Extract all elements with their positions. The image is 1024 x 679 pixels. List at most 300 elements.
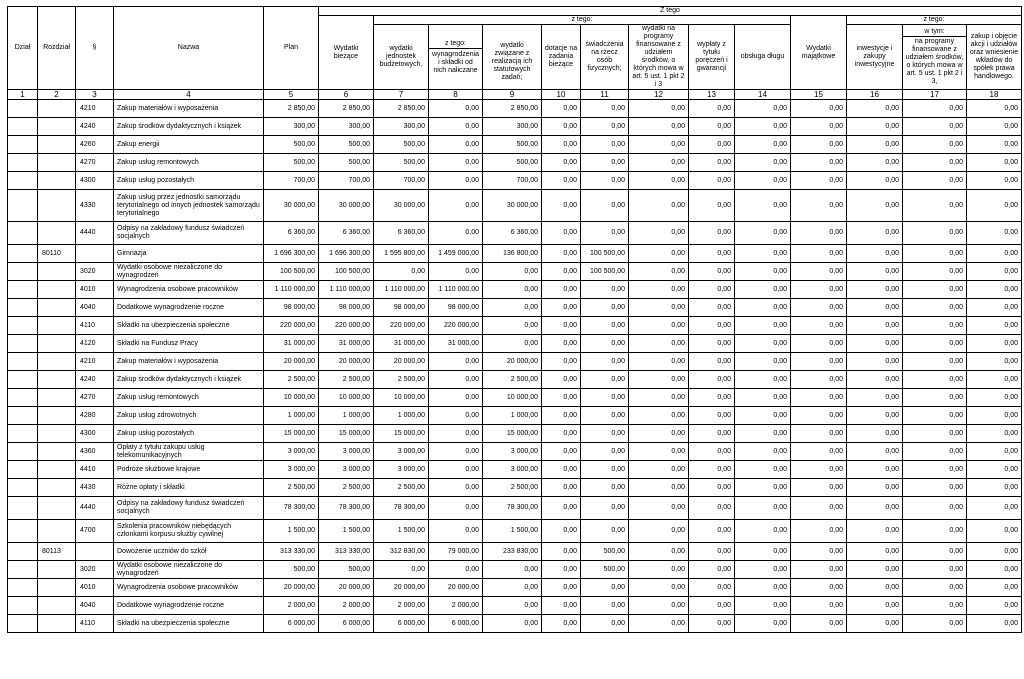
cell-value: 500,00 <box>374 154 429 172</box>
cell-rozdzial <box>38 561 76 579</box>
cell-value: 0,00 <box>847 461 903 479</box>
column-number: 13 <box>689 90 735 100</box>
cell-value: 0,00 <box>903 389 967 407</box>
cell-value: 0,00 <box>967 263 1022 281</box>
cell-value: 0,00 <box>791 245 847 263</box>
column-number: 15 <box>791 90 847 100</box>
header-wydatki-majatkowe: Wydatki majątkowe <box>791 16 847 90</box>
cell-nazwa: Zakup materiałów i wyposażenia <box>114 100 264 118</box>
cell-rozdzial <box>38 407 76 425</box>
column-number: 11 <box>581 90 629 100</box>
column-number: 8 <box>429 90 483 100</box>
cell-value: 500,00 <box>581 543 629 561</box>
cell-paragraf: 3020 <box>76 263 114 281</box>
cell-paragraf: 4270 <box>76 389 114 407</box>
cell-dzial <box>8 407 38 425</box>
cell-value: 3 000,00 <box>319 443 374 461</box>
cell-value: 300,00 <box>483 118 542 136</box>
cell-dzial <box>8 615 38 633</box>
cell-value: 2 500,00 <box>483 371 542 389</box>
cell-value: 1 000,00 <box>483 407 542 425</box>
cell-value: 6 000,00 <box>264 615 319 633</box>
cell-rozdzial <box>38 335 76 353</box>
cell-value: 30 000,00 <box>374 190 429 222</box>
cell-dzial <box>8 118 38 136</box>
cell-dzial <box>8 561 38 579</box>
cell-rozdzial: 80113 <box>38 543 76 561</box>
table-row <box>8 245 1022 263</box>
cell-paragraf: 4410 <box>76 461 114 479</box>
cell-value: 0,00 <box>542 520 581 543</box>
cell-dzial <box>8 154 38 172</box>
cell-value: 0,00 <box>581 222 629 245</box>
cell-value: 0,00 <box>542 461 581 479</box>
cell-value: 0,00 <box>903 371 967 389</box>
cell-value: 20 000,00 <box>264 353 319 371</box>
cell-nazwa: Odpisy na zakładowy fundusz świadczeń socjalnych <box>114 497 264 520</box>
column-number: 17 <box>903 90 967 100</box>
cell-rozdzial <box>38 353 76 371</box>
cell-value: 0,00 <box>847 154 903 172</box>
cell-dzial <box>8 190 38 222</box>
cell-value: 0,00 <box>903 597 967 615</box>
cell-value: 0,00 <box>791 520 847 543</box>
header-wydatki-statutowe <box>483 25 542 90</box>
cell-value: 0,00 <box>967 461 1022 479</box>
cell-value: 30 000,00 <box>483 190 542 222</box>
cell-value: 0,00 <box>581 461 629 479</box>
cell-value: 0,00 <box>903 281 967 299</box>
cell-value: 0,00 <box>967 281 1022 299</box>
cell-value: 0,00 <box>967 371 1022 389</box>
cell-value: 0,00 <box>629 172 689 190</box>
cell-value: 0,00 <box>735 190 791 222</box>
cell-value: 0,00 <box>791 100 847 118</box>
header-akcje: zakup i objęcie akcji i udziałów oraz wniesienie wkładów do spółek prawa handlowego. <box>967 25 1022 90</box>
table-row <box>8 520 1022 543</box>
cell-value: 0,00 <box>581 154 629 172</box>
column-number: 4 <box>114 90 264 100</box>
cell-dzial <box>8 461 38 479</box>
cell-value: 0,00 <box>429 479 483 497</box>
column-number: 3 <box>76 90 114 100</box>
cell-value: 313 330,00 <box>319 543 374 561</box>
cell-value: 6 000,00 <box>429 615 483 633</box>
cell-value: 98 000,00 <box>264 299 319 317</box>
cell-value: 0,00 <box>542 615 581 633</box>
cell-value: 0,00 <box>542 118 581 136</box>
cell-value: 2 500,00 <box>264 479 319 497</box>
cell-value: 20 000,00 <box>429 579 483 597</box>
cell-dzial <box>8 335 38 353</box>
cell-value: 0,00 <box>689 118 735 136</box>
cell-value: 0,00 <box>629 389 689 407</box>
cell-value: 31 000,00 <box>429 335 483 353</box>
cell-rozdzial <box>38 154 76 172</box>
cell-nazwa: Składki na ubezpieczenia społeczne <box>114 317 264 335</box>
header-w-tym: w tym: <box>903 28 966 37</box>
cell-value: 2 500,00 <box>483 479 542 497</box>
cell-value: 0,00 <box>581 479 629 497</box>
cell-value: 2 500,00 <box>319 479 374 497</box>
cell-value: 0,00 <box>903 579 967 597</box>
cell-value: 220 000,00 <box>264 317 319 335</box>
table-row <box>8 100 1022 118</box>
cell-value: 500,00 <box>319 561 374 579</box>
column-number: 12 <box>629 90 689 100</box>
cell-value: 0,00 <box>735 561 791 579</box>
cell-value: 0,00 <box>847 245 903 263</box>
header-inwestycje: inwestycje i zakupy inwestycyjne <box>847 25 903 90</box>
cell-value: 0,00 <box>791 543 847 561</box>
cell-value: 0,00 <box>903 479 967 497</box>
cell-value: 1 500,00 <box>483 520 542 543</box>
cell-nazwa: Zakup usług remontowych <box>114 389 264 407</box>
cell-value: 0,00 <box>629 579 689 597</box>
cell-paragraf: 4260 <box>76 136 114 154</box>
cell-value: 0,00 <box>847 579 903 597</box>
cell-value: 0,00 <box>847 561 903 579</box>
cell-value: 20 000,00 <box>374 579 429 597</box>
cell-rozdzial <box>38 263 76 281</box>
table-row <box>8 497 1022 520</box>
cell-value: 100 500,00 <box>581 245 629 263</box>
column-number: 14 <box>735 90 791 100</box>
cell-value: 0,00 <box>967 317 1022 335</box>
cell-paragraf: 4700 <box>76 520 114 543</box>
cell-value: 0,00 <box>903 407 967 425</box>
header-plan: Plan <box>264 7 319 90</box>
cell-paragraf: 4110 <box>76 317 114 335</box>
cell-value: 3 000,00 <box>483 461 542 479</box>
cell-paragraf: 4010 <box>76 579 114 597</box>
cell-value: 500,00 <box>264 136 319 154</box>
cell-value: 0,00 <box>581 100 629 118</box>
cell-value: 20 000,00 <box>483 353 542 371</box>
cell-paragraf: 4270 <box>76 154 114 172</box>
cell-value: 0,00 <box>429 100 483 118</box>
cell-value: 0,00 <box>735 371 791 389</box>
cell-value: 0,00 <box>689 561 735 579</box>
cell-value: 0,00 <box>903 561 967 579</box>
header-wydatki-statutowe-text: wydatki związane z realizacją ich statutowych zadań; <box>491 42 533 81</box>
cell-value: 0,00 <box>429 389 483 407</box>
cell-value: 0,00 <box>581 579 629 597</box>
cell-value: 0,00 <box>629 245 689 263</box>
table-row <box>8 299 1022 317</box>
cell-nazwa: Wydatki osobowe niezaliczone do wynagrodzeń <box>114 263 264 281</box>
cell-value: 0,00 <box>581 353 629 371</box>
cell-value: 0,00 <box>735 245 791 263</box>
cell-value: 1 110 000,00 <box>264 281 319 299</box>
cell-value: 0,00 <box>967 479 1022 497</box>
cell-dzial <box>8 389 38 407</box>
header-dotacje: dotacje na zadania bieżące <box>542 25 581 90</box>
cell-value: 0,00 <box>735 597 791 615</box>
cell-value: 2 850,00 <box>264 100 319 118</box>
cell-value: 0,00 <box>903 520 967 543</box>
cell-nazwa: Wydatki osobowe niezaliczone do wynagrodzeń <box>114 561 264 579</box>
cell-value: 0,00 <box>847 443 903 461</box>
header-z-tego-top: Z tego <box>319 7 1022 16</box>
table-row <box>8 222 1022 245</box>
cell-dzial <box>8 222 38 245</box>
cell-nazwa: Zakup usług pozostałych <box>114 425 264 443</box>
cell-value: 0,00 <box>581 389 629 407</box>
cell-value: 300,00 <box>374 118 429 136</box>
cell-value: 0,00 <box>735 263 791 281</box>
cell-value: 0,00 <box>903 353 967 371</box>
cell-paragraf: 4440 <box>76 222 114 245</box>
cell-value: 0,00 <box>483 317 542 335</box>
cell-nazwa: Wynagrodzenia osobowe pracowników <box>114 281 264 299</box>
table-row <box>8 461 1022 479</box>
cell-value: 0,00 <box>542 561 581 579</box>
cell-value: 0,00 <box>791 561 847 579</box>
cell-nazwa: Zakup materiałów i wyposażenia <box>114 353 264 371</box>
cell-dzial <box>8 425 38 443</box>
cell-value: 6 360,00 <box>264 222 319 245</box>
cell-value: 0,00 <box>689 497 735 520</box>
cell-value: 0,00 <box>581 520 629 543</box>
cell-nazwa: Zakup usług pozostałych <box>114 172 264 190</box>
cell-value: 100 500,00 <box>264 263 319 281</box>
cell-rozdzial <box>38 136 76 154</box>
cell-value: 10 000,00 <box>374 389 429 407</box>
cell-value: 0,00 <box>629 461 689 479</box>
cell-value: 0,00 <box>542 136 581 154</box>
cell-paragraf: 4040 <box>76 299 114 317</box>
cell-rozdzial <box>38 497 76 520</box>
cell-value: 0,00 <box>483 281 542 299</box>
cell-value: 0,00 <box>735 407 791 425</box>
cell-dzial <box>8 245 38 263</box>
cell-value: 0,00 <box>847 136 903 154</box>
column-number: 2 <box>38 90 76 100</box>
cell-value: 0,00 <box>429 520 483 543</box>
cell-nazwa: Dodatkowe wynagrodzenie roczne <box>114 299 264 317</box>
cell-value: 0,00 <box>847 597 903 615</box>
cell-value: 312 830,00 <box>374 543 429 561</box>
cell-value: 10 000,00 <box>483 389 542 407</box>
cell-value: 0,00 <box>847 263 903 281</box>
cell-value: 0,00 <box>791 317 847 335</box>
column-number-row <box>8 90 1022 100</box>
cell-paragraf <box>76 245 114 263</box>
cell-value: 0,00 <box>791 371 847 389</box>
header-dzial: Dział <box>8 7 38 90</box>
cell-rozdzial <box>38 520 76 543</box>
cell-rozdzial <box>38 389 76 407</box>
cell-value: 0,00 <box>967 222 1022 245</box>
cell-value: 79 000,00 <box>429 543 483 561</box>
cell-value: 0,00 <box>967 136 1022 154</box>
cell-rozdzial <box>38 371 76 389</box>
cell-value: 0,00 <box>791 425 847 443</box>
cell-value: 0,00 <box>542 317 581 335</box>
cell-dzial <box>8 543 38 561</box>
table-row <box>8 389 1022 407</box>
header-z-tego-biezace: z tego: <box>374 16 791 25</box>
cell-value: 0,00 <box>791 407 847 425</box>
cell-value: 1 459 000,00 <box>429 245 483 263</box>
cell-dzial <box>8 299 38 317</box>
cell-value: 0,00 <box>847 497 903 520</box>
cell-rozdzial <box>38 597 76 615</box>
cell-dzial <box>8 317 38 335</box>
cell-value: 6 360,00 <box>483 222 542 245</box>
cell-value: 0,00 <box>847 371 903 389</box>
cell-value: 0,00 <box>735 461 791 479</box>
cell-value: 0,00 <box>429 443 483 461</box>
cell-paragraf: 4010 <box>76 281 114 299</box>
cell-value: 3 000,00 <box>264 443 319 461</box>
cell-value: 0,00 <box>542 299 581 317</box>
cell-value: 0,00 <box>791 263 847 281</box>
cell-value: 0,00 <box>735 425 791 443</box>
cell-value: 3 000,00 <box>264 461 319 479</box>
cell-value: 1 500,00 <box>264 520 319 543</box>
cell-value: 0,00 <box>791 443 847 461</box>
cell-value: 0,00 <box>689 172 735 190</box>
cell-value: 0,00 <box>791 118 847 136</box>
cell-value: 0,00 <box>967 615 1022 633</box>
cell-value: 0,00 <box>542 245 581 263</box>
cell-value: 700,00 <box>374 172 429 190</box>
cell-value: 20 000,00 <box>319 579 374 597</box>
header-nazwa: Nazwa <box>114 7 264 90</box>
header-programy-majatkowe <box>903 25 967 90</box>
cell-dzial <box>8 353 38 371</box>
cell-value: 0,00 <box>581 371 629 389</box>
cell-value: 0,00 <box>629 561 689 579</box>
cell-value: 0,00 <box>967 245 1022 263</box>
cell-value: 0,00 <box>903 461 967 479</box>
cell-value: 2 000,00 <box>429 597 483 615</box>
cell-value: 0,00 <box>581 136 629 154</box>
cell-value: 0,00 <box>847 389 903 407</box>
table-row <box>8 479 1022 497</box>
column-number: 16 <box>847 90 903 100</box>
cell-value: 0,00 <box>542 263 581 281</box>
table-row <box>8 443 1022 461</box>
cell-value: 30 000,00 <box>264 190 319 222</box>
cell-value: 0,00 <box>581 615 629 633</box>
cell-value: 0,00 <box>629 335 689 353</box>
cell-value: 0,00 <box>735 172 791 190</box>
cell-value: 0,00 <box>542 335 581 353</box>
cell-paragraf: 4430 <box>76 479 114 497</box>
cell-value: 0,00 <box>689 407 735 425</box>
cell-value: 0,00 <box>581 190 629 222</box>
cell-value: 0,00 <box>542 172 581 190</box>
cell-value: 0,00 <box>791 222 847 245</box>
cell-value: 1 000,00 <box>374 407 429 425</box>
cell-nazwa: Opłaty z tytułu zakupu usług telekomunikacyjnych <box>114 443 264 461</box>
cell-nazwa: Zakup usług przez jednostki samorządu terytorialnego od innych jednostek samorządu terytorialnego <box>114 190 264 222</box>
table-row <box>8 353 1022 371</box>
cell-value: 0,00 <box>967 407 1022 425</box>
cell-value: 0,00 <box>735 100 791 118</box>
cell-value: 0,00 <box>791 172 847 190</box>
cell-value: 0,00 <box>735 317 791 335</box>
cell-dzial <box>8 497 38 520</box>
cell-dzial <box>8 479 38 497</box>
cell-value: 0,00 <box>903 100 967 118</box>
cell-value: 0,00 <box>689 299 735 317</box>
cell-dzial <box>8 263 38 281</box>
cell-value: 0,00 <box>967 335 1022 353</box>
cell-value: 0,00 <box>542 597 581 615</box>
cell-value: 78 300,00 <box>319 497 374 520</box>
cell-value: 31 000,00 <box>319 335 374 353</box>
cell-paragraf: 4330 <box>76 190 114 222</box>
cell-value: 0,00 <box>483 579 542 597</box>
table-row <box>8 136 1022 154</box>
cell-value: 0,00 <box>903 154 967 172</box>
cell-value: 0,00 <box>629 597 689 615</box>
table-row <box>8 597 1022 615</box>
cell-value: 0,00 <box>847 479 903 497</box>
cell-value: 0,00 <box>429 371 483 389</box>
cell-dzial <box>8 579 38 597</box>
cell-value: 0,00 <box>629 543 689 561</box>
cell-value: 2 500,00 <box>374 479 429 497</box>
cell-value: 0,00 <box>429 561 483 579</box>
cell-value: 0,00 <box>735 543 791 561</box>
cell-value: 0,00 <box>847 190 903 222</box>
cell-nazwa: Zakup środków dydaktycznych i książek <box>114 371 264 389</box>
column-number: 10 <box>542 90 581 100</box>
cell-paragraf: 4210 <box>76 100 114 118</box>
column-number: 6 <box>319 90 374 100</box>
cell-value: 15 000,00 <box>264 425 319 443</box>
cell-value: 0,00 <box>689 543 735 561</box>
cell-value: 0,00 <box>629 497 689 520</box>
cell-value: 0,00 <box>429 136 483 154</box>
cell-nazwa: Zakup usług zdrowotnych <box>114 407 264 425</box>
cell-value: 0,00 <box>791 579 847 597</box>
cell-value: 0,00 <box>903 443 967 461</box>
cell-value: 0,00 <box>542 407 581 425</box>
cell-value: 0,00 <box>542 479 581 497</box>
table-row <box>8 425 1022 443</box>
cell-dzial <box>8 172 38 190</box>
cell-rozdzial: 80110 <box>38 245 76 263</box>
cell-value: 2 000,00 <box>319 597 374 615</box>
cell-value: 0,00 <box>735 389 791 407</box>
cell-value: 0,00 <box>903 317 967 335</box>
cell-value: 98 000,00 <box>374 299 429 317</box>
cell-value: 6 000,00 <box>374 615 429 633</box>
cell-value: 0,00 <box>903 497 967 520</box>
cell-value: 0,00 <box>847 100 903 118</box>
header-swiadczenia: świadczenia na rzecz osób fizycznych; <box>581 25 629 90</box>
cell-value: 6 000,00 <box>319 615 374 633</box>
cell-value: 2 850,00 <box>483 100 542 118</box>
cell-value: 0,00 <box>791 299 847 317</box>
cell-value: 0,00 <box>847 172 903 190</box>
cell-value: 0,00 <box>791 154 847 172</box>
cell-value: 0,00 <box>967 190 1022 222</box>
cell-value: 0,00 <box>735 353 791 371</box>
cell-value: 0,00 <box>429 407 483 425</box>
cell-dzial <box>8 136 38 154</box>
header-rozdzial: Rozdział <box>38 7 76 90</box>
cell-value: 0,00 <box>542 222 581 245</box>
cell-rozdzial <box>38 479 76 497</box>
cell-value: 0,00 <box>542 579 581 597</box>
